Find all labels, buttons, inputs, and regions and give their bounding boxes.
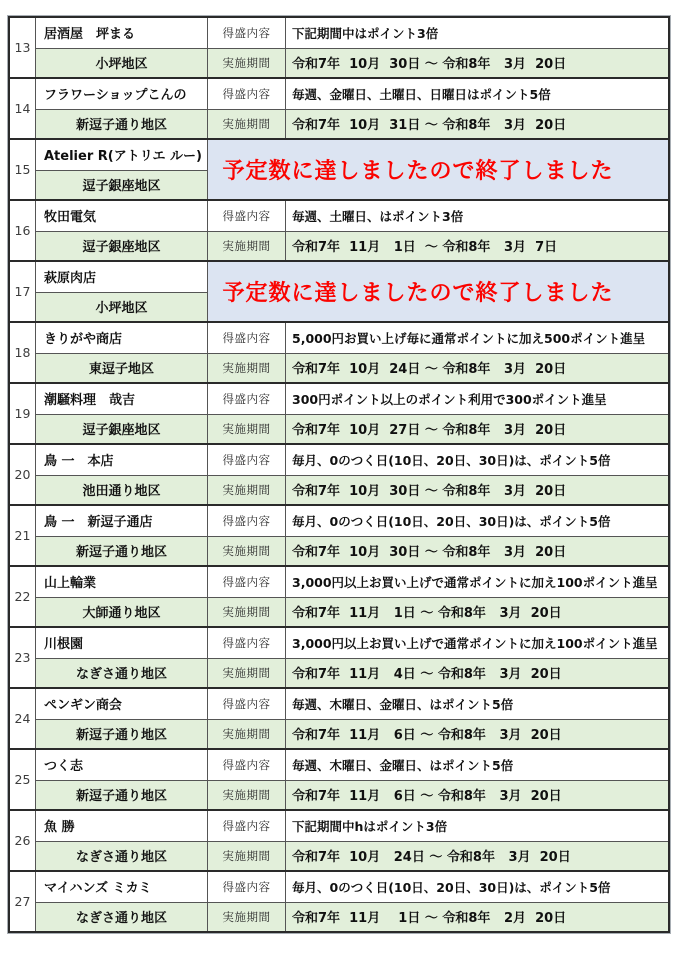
- campaign-period: 令和7年 10月 31日 ～ 令和8年 3月 20日: [285, 109, 668, 139]
- entry-number: 15: [14, 162, 31, 177]
- content-label: 得盛内容: [207, 201, 285, 231]
- shop-entry-row: [10, 687, 668, 748]
- entry-number: 21: [14, 528, 31, 543]
- entry-number: 24: [14, 711, 31, 726]
- shop-entry-row: [10, 18, 668, 77]
- shop-name: フラワーショップこんの: [35, 79, 207, 109]
- period-label: 実施期間: [207, 902, 285, 932]
- shop-name: 魚 勝: [35, 811, 207, 841]
- entry-number: 25: [14, 772, 31, 787]
- shop-name: 牧田電気: [35, 201, 207, 231]
- period-label: 実施期間: [207, 48, 285, 78]
- shop-name: つく志: [35, 750, 207, 780]
- campaign-period: 令和7年 10月 27日 ～ 令和8年 3月 20日: [285, 414, 668, 444]
- shop-district: 新逗子通り地区: [35, 536, 207, 566]
- content-label: 得盛内容: [207, 628, 285, 658]
- shop-district: 新逗子通り地区: [35, 780, 207, 810]
- shop-entry-row: [10, 321, 668, 382]
- content-label: 得盛内容: [207, 445, 285, 475]
- content-label: 得盛内容: [207, 811, 285, 841]
- shop-name: Atelier R(アトリエ ルー): [35, 140, 207, 170]
- shop-name: 潮騒料理 哉吉: [35, 384, 207, 414]
- entry-number: 14: [14, 101, 31, 116]
- campaign-period: 令和7年 11月 1日 ～ 令和8年 3月 7日: [285, 231, 668, 261]
- campaign-content: 毎週、土曜日、はポイント3倍: [285, 201, 668, 231]
- content-label: 得盛内容: [207, 18, 285, 48]
- entry-number: 18: [14, 345, 31, 360]
- shop-name: マイハンズ ミカミ: [35, 872, 207, 902]
- campaign-period: 令和7年 11月 1日 ～ 令和8年 2月 20日: [285, 902, 668, 932]
- campaign-content: 毎月、0のつく日(10日、20日、30日)は、ポイント5倍: [285, 506, 668, 536]
- period-label: 実施期間: [207, 536, 285, 566]
- entry-number: 26: [14, 833, 31, 848]
- shop-entry-row: [10, 443, 668, 504]
- shop-district: 大師通り地区: [35, 597, 207, 627]
- shop-entry-row: [10, 809, 668, 870]
- campaign-period: 令和7年 10月 24日 ～ 令和8年 3月 20日: [285, 353, 668, 383]
- shop-entry-row-closed: [10, 260, 668, 321]
- campaign-content: 毎週、木曜日、金曜日、はポイント5倍: [285, 750, 668, 780]
- shop-district: なぎさ通り地区: [35, 841, 207, 871]
- shop-entry-row: [10, 199, 668, 260]
- campaign-content: 毎週、金曜日、土曜日、日曜日はポイント5倍: [285, 79, 668, 109]
- campaign-period: 令和7年 10月 30日 ～ 令和8年 3月 20日: [285, 536, 668, 566]
- content-label: 得盛内容: [207, 689, 285, 719]
- shop-entry-row: [10, 626, 668, 687]
- content-label: 得盛内容: [207, 567, 285, 597]
- shop-entry-row: [10, 382, 668, 443]
- shop-district: 池田通り地区: [35, 475, 207, 505]
- campaign-content: 下記期間中はポイント3倍: [285, 18, 668, 48]
- shop-campaign-table: [8, 16, 670, 933]
- shop-district: 新逗子通り地区: [35, 109, 207, 139]
- entry-number: 19: [14, 406, 31, 421]
- shop-entry-row: [10, 748, 668, 809]
- campaign-content: 3,000円以上お買い上げで通常ポイントに加え100ポイント進呈: [285, 628, 668, 658]
- closed-message: 予定数に達しましたので終了しました: [207, 140, 668, 199]
- campaign-content: 毎月、0のつく日(10日、20日、30日)は、ポイント5倍: [285, 445, 668, 475]
- campaign-content: 下記期間中hはポイント3倍: [285, 811, 668, 841]
- campaign-period: 令和7年 11月 4日 ～ 令和8年 3月 20日: [285, 658, 668, 688]
- campaign-content: 毎月、0のつく日(10日、20日、30日)は、ポイント5倍: [285, 872, 668, 902]
- campaign-period: 令和7年 10月 24日 ～ 令和8年 3月 20日: [285, 841, 668, 871]
- period-label: 実施期間: [207, 719, 285, 749]
- shop-name: ペンギン商会: [35, 689, 207, 719]
- content-label: 得盛内容: [207, 872, 285, 902]
- entry-number: 22: [14, 589, 31, 604]
- shop-district: 小坪地区: [35, 48, 207, 78]
- shop-name: 山上輪業: [35, 567, 207, 597]
- content-label: 得盛内容: [207, 79, 285, 109]
- period-label: 実施期間: [207, 109, 285, 139]
- period-label: 実施期間: [207, 414, 285, 444]
- content-label: 得盛内容: [207, 323, 285, 353]
- shop-name: 鳥 一 新逗子通店: [35, 506, 207, 536]
- content-label: 得盛内容: [207, 384, 285, 414]
- campaign-content: 毎週、木曜日、金曜日、はポイント5倍: [285, 689, 668, 719]
- shop-district: 逗子銀座地区: [35, 414, 207, 444]
- shop-entry-row-closed: [10, 138, 668, 199]
- shop-name: 鳥 一 本店: [35, 445, 207, 475]
- shop-district: 逗子銀座地区: [35, 170, 207, 200]
- shop-name: 萩原肉店: [35, 262, 207, 292]
- shop-district: 新逗子通り地区: [35, 719, 207, 749]
- campaign-content: 5,000円お買い上げ毎に通常ポイントに加え500ポイント進呈: [285, 323, 668, 353]
- campaign-period: 令和7年 11月 1日 ～ 令和8年 3月 20日: [285, 597, 668, 627]
- period-label: 実施期間: [207, 475, 285, 505]
- entry-number: 16: [14, 223, 31, 238]
- period-label: 実施期間: [207, 597, 285, 627]
- shop-name: 川根園: [35, 628, 207, 658]
- shop-entry-row: [10, 504, 668, 565]
- campaign-content: 3,000円以上お買い上げで通常ポイントに加え100ポイント進呈: [285, 567, 668, 597]
- entry-number: 13: [14, 40, 31, 55]
- entry-number: 23: [14, 650, 31, 665]
- shop-name: きりがや商店: [35, 323, 207, 353]
- period-label: 実施期間: [207, 353, 285, 383]
- closed-message: 予定数に達しましたので終了しました: [207, 262, 668, 321]
- shop-district: なぎさ通り地区: [35, 658, 207, 688]
- shop-entry-row: [10, 77, 668, 138]
- shop-entry-row: [10, 870, 668, 931]
- content-label: 得盛内容: [207, 750, 285, 780]
- shop-district: 小坪地区: [35, 292, 207, 322]
- entry-number: 20: [14, 467, 31, 482]
- shop-name: 居酒屋 坪まる: [35, 18, 207, 48]
- period-label: 実施期間: [207, 231, 285, 261]
- shop-district: 逗子銀座地区: [35, 231, 207, 261]
- campaign-content: 300円ポイント以上のポイント利用で300ポイント進呈: [285, 384, 668, 414]
- campaign-period: 令和7年 10月 30日 ～ 令和8年 3月 20日: [285, 48, 668, 78]
- shop-entry-row: [10, 565, 668, 626]
- period-label: 実施期間: [207, 780, 285, 810]
- entry-number: 17: [14, 284, 31, 299]
- entry-number: 27: [14, 894, 31, 909]
- campaign-period: 令和7年 10月 30日 ～ 令和8年 3月 20日: [285, 475, 668, 505]
- period-label: 実施期間: [207, 841, 285, 871]
- campaign-period: 令和7年 11月 6日 ～ 令和8年 3月 20日: [285, 780, 668, 810]
- shop-district: なぎさ通り地区: [35, 902, 207, 932]
- period-label: 実施期間: [207, 658, 285, 688]
- content-label: 得盛内容: [207, 506, 285, 536]
- campaign-period: 令和7年 11月 6日 ～ 令和8年 3月 20日: [285, 719, 668, 749]
- shop-district: 東逗子地区: [35, 353, 207, 383]
